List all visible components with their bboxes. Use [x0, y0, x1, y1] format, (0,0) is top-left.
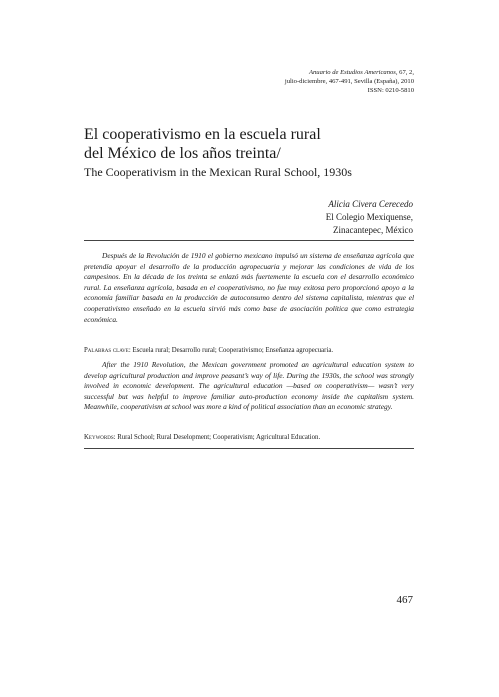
abstract-english: After the 1910 Revolution, the Mexican government promoted an agricultural education system to develop agricultural production and improve peasant’s way of life. During the 1930s, the school was strongly involved in economic development. The agricultural education —based on cooperativism— wasn’t very successful but was helpful to improve familiar auto-production economy inside the capitalism system. Meanwhile, cooperativism at school was more a kind of political association than an economic strategy. [84, 360, 414, 412]
journal-volume-issue: , 67, 2, [395, 69, 414, 76]
article-title-line-1: El cooperativismo en la escuela rural [84, 126, 321, 143]
article-title [84, 125, 424, 163]
keywords-spanish-label: Palabras clave: [84, 347, 131, 354]
divider-bottom [84, 448, 414, 449]
author-affiliation-2: Zinacantepec, México [333, 225, 413, 235]
journal-header [154, 68, 414, 95]
journal-name: Anuario de Estudios Americanos [308, 69, 396, 76]
keywords-spanish-text: Escuela rural; Desarrollo rural; Cooperativismo; Enseñanza agropecuaria. [132, 347, 334, 354]
page-number: 467 [396, 594, 413, 606]
abstract-spanish: Después de la Revolución de 1910 el gobierno mexicano impulsó un sistema de enseñanza agrícola que pretendía apoyar el desarrollo de la producción agropecuaria y mejorar las condiciones de vida de los campesinos. En la década de los treinta se enlazó más fuertemente la escuela con el desarrollo económico rural. La enseñanza agrícola, basada en el cooperativismo, no fue muy exitosa pero proporcionó apoyo a la economía familiar basada en la producción de autoconsumo dentro del sistema capitalista, mientras que el cooperativismo enseñado en la escuela sirvió más como base de asociación política que como estrategia económica. [84, 251, 414, 324]
keywords-english-text: Rural School; Rural Deselopment; Cooperativism; Agricultural Education. [117, 434, 321, 441]
author-block [326, 198, 413, 237]
journal-date-pages: julio-diciembre, 467-491, Sevilla (España), 2010 [284, 78, 414, 85]
author-affiliation-1: El Colegio Mexiquense, [325, 212, 413, 222]
keywords-english [84, 433, 414, 442]
keywords-english-label: Keywords: [84, 434, 116, 441]
keywords-spanish [84, 346, 414, 355]
journal-citation-line [154, 68, 414, 77]
journal-issn: ISSN: 0210-5810 [367, 87, 414, 94]
author-name: Alicia Civera Cerecedo [328, 199, 413, 209]
article-title-line-2: del México de los años treinta/ [84, 145, 281, 162]
divider-top [84, 240, 414, 241]
article-subtitle: The Cooperativism in the Mexican Rural School, 1930s [84, 165, 352, 179]
